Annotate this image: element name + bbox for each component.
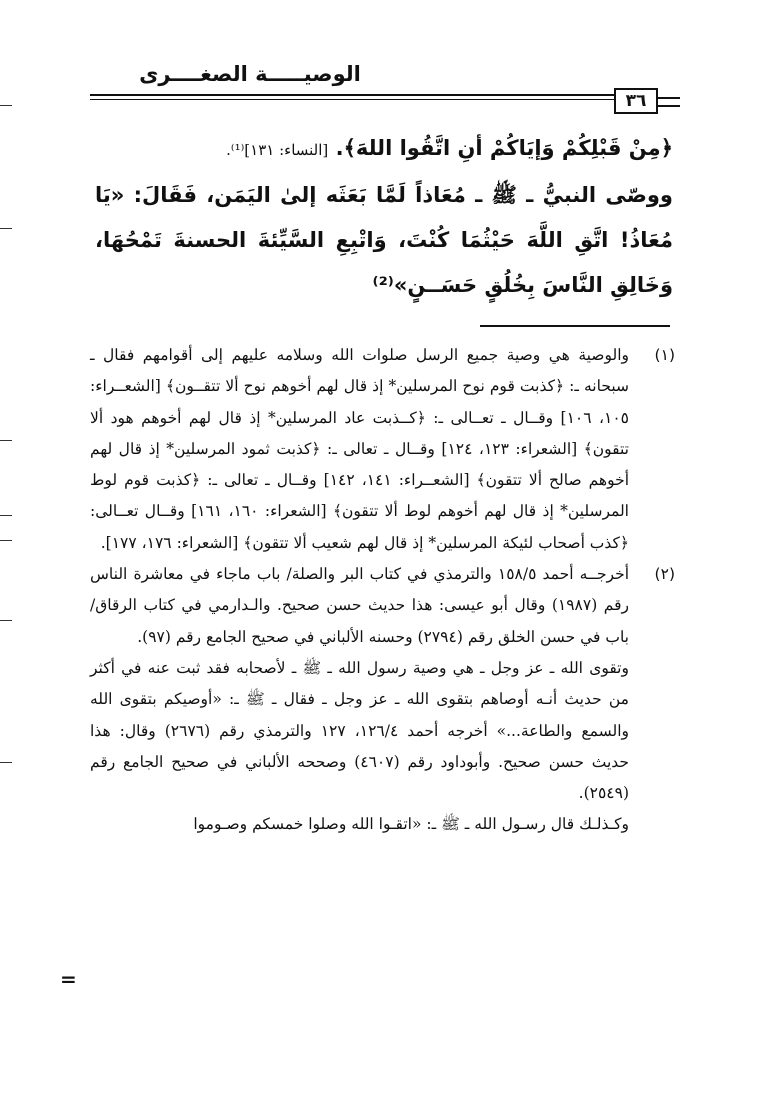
footnote-number: (١)	[654, 346, 675, 364]
page-header	[90, 62, 680, 112]
quran-reference: [النساء: ١٣١]⁽¹⁾.	[226, 141, 329, 159]
margin-tick	[0, 540, 12, 541]
footnote-1	[90, 340, 675, 559]
page-number: ٣٦	[614, 88, 658, 114]
margin-tick	[0, 105, 12, 106]
footnote-text: والوصية هي وصية جميع الرسل صلوات الله وسلامه عليهم إلى أقوامهم فقال ـ سبحانه ـ: ﴿كذبت قوم نوح المرسلين* إذ قال لهم أخوهم نوح ألا تتقــون﴾ [الشعــراء: ١٠٥، ١٠٦] وقــال ـ تعــالى ـ: ﴿كــذبت عاد المرسلين* إذ قال لهم أخوهم هود ألا تتقون﴾ [الشعراء: ١٢٣، ١٢٤] وقــال ـ تعالى ـ: ﴿كذبت ثمود المرسلين* إذ قال لهم أخوهم صالح ألا تتقون﴾ [الشعــراء: ١٤١، ١٤٢] وقــال ـ تعالى ـ: ﴿كذبت قوم لوط المرسلين* إذ قال لهم أخوهم لوط ألا تتقون﴾ [الشعراء: ١٦٠، ١٦١] وقــال تعــالى: ﴿كذب أصحاب لئيكة المرسلين* إذ قال لهم شعيب ألا تتقون﴾ [الشعراء: ١٧٦، ١٧٧].	[90, 346, 630, 552]
margin-tick	[0, 762, 12, 763]
main-line-1: ﴿مِنْ قَبْلِكُمْ وَإيَاكُمْ أنِ اتَّقُوا اللهَ﴾. [النساء: ١٣١]⁽¹⁾.	[226, 136, 673, 160]
footnote-2	[90, 559, 675, 841]
footnote-separator	[480, 325, 670, 327]
header-rule-thin	[90, 99, 614, 100]
margin-tick	[0, 228, 12, 229]
footnote-number: (٢)	[654, 565, 675, 584]
book-title: الوصيـــــة الصغــــرى	[139, 62, 361, 86]
margin-tick	[0, 440, 12, 441]
main-text	[95, 126, 673, 308]
margin-tick	[0, 620, 12, 621]
quran-quote: ﴿مِنْ قَبْلِكُمْ وَإيَاكُمْ أنِ اتَّقُوا اللهَ﴾	[343, 136, 673, 160]
footnote-continuation: وتقوى الله ـ عز وجل ـ هي وصية رسول الله ـ ﷺ ـ لأصحابه فقد ثبت عنه في أكثر من حديث أنـه أوصاهم بتقوى الله ـ عز وجل ـ فقال ـ ﷺ ـ: «أوصيكم بتقوى الله والسمع والطاعة...» أخرجه أحمد ١٢٦/٤، ١٢٧ والترمذي رقم (٢٦٧٦) وقال: هذا حديث حسن صحيح. وأبوداود رقم (٤٦٠٧) وصححه الألباني في صحيح الجامع رقم (٢٥٤٩).	[90, 658, 629, 803]
continuation-mark: =	[60, 967, 77, 991]
main-paragraph: ووصّى النبيُّ ـ ﷺ ـ مُعَاذاً لَمَّا بَعَثَه إلىٰ اليَمَن، فَقَالَ: «يَا مُعَاذُ! اتَّقِ اللَّهَ حَيْثُمَا كُنْتَ، وَاتْبِعِ السَّيِّئةَ الحسنةَ تَمْحُهَا، وَخَالِقِ النَّاسَ بِخُلُقٍ حَسَــنٍ»⁽²⁾	[95, 183, 673, 297]
page-number-bar	[658, 97, 680, 107]
footnotes	[90, 340, 675, 841]
footnote-text: أخرجــه أحمد ١٥٨/٥ والترمذي في كتاب البر والصلة/ باب ماجاء في معاشرة الناس رقم (١٩٨٧) وقال أبو عيسى: هذا حديث حسن صحيح. والـدارمي في كتاب الرقاق/ باب في حسن الخلق رقم (٢٧٩٤) وحسنه الألباني في صحيح الجامع رقم (٩٧).	[90, 565, 630, 646]
margin-tick	[0, 515, 12, 516]
footnote-continuation-last: وكـذلـك قال رسـول الله ـ ﷺ ـ: «اتقـوا الله وصلوا خمسكم وصـوموا	[193, 815, 629, 834]
header-rule	[90, 94, 614, 96]
